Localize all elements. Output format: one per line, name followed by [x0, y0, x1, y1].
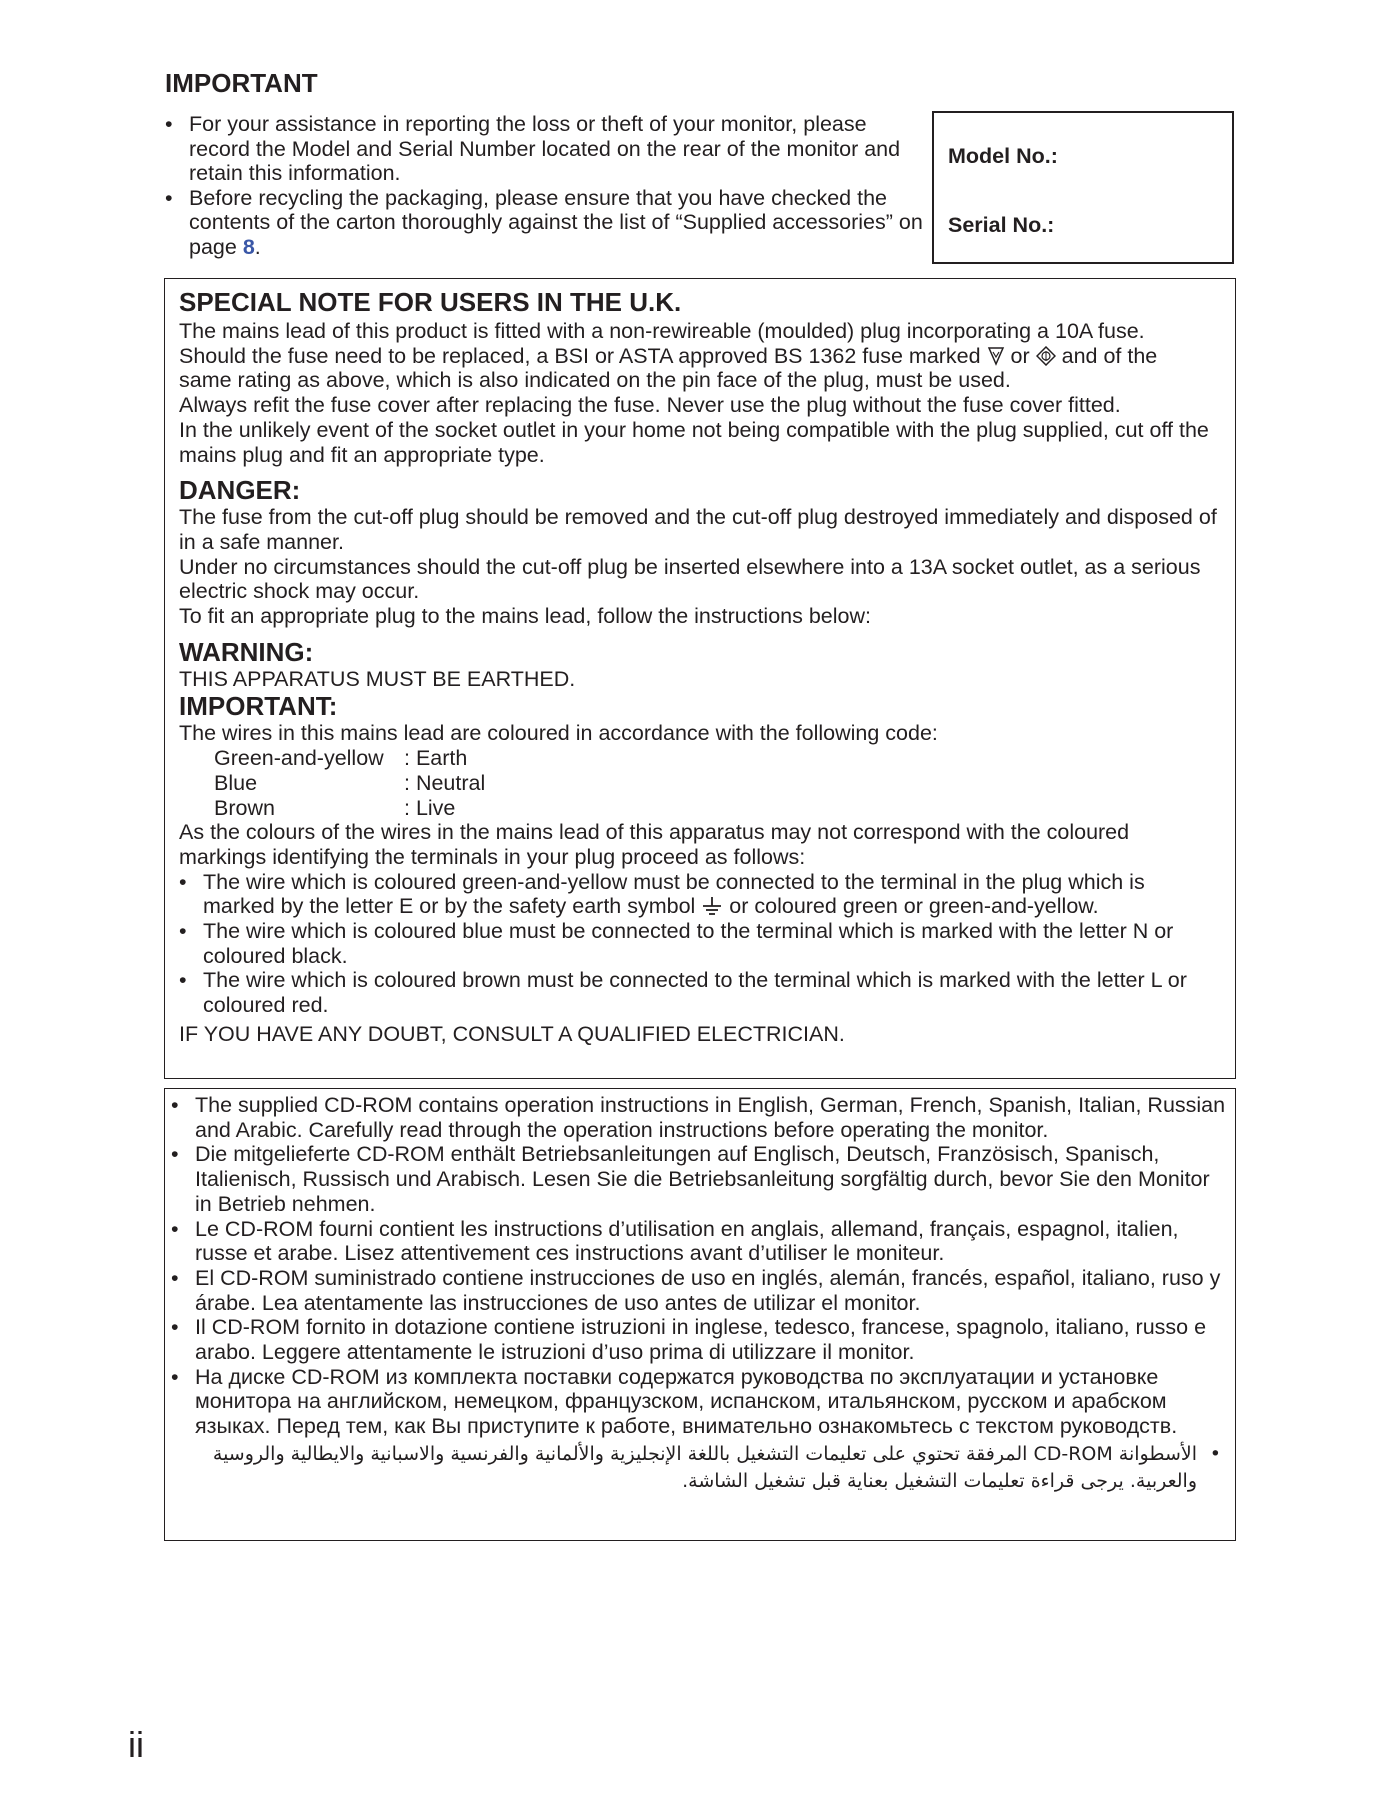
cdrom-note-box	[164, 1088, 1236, 1541]
wire-colour: Brown	[214, 795, 275, 820]
wire-bullet-earth	[179, 870, 1219, 919]
warning-title: WARNING:	[179, 636, 314, 667]
page-link[interactable]: 8	[242, 234, 255, 259]
page-number: ii	[128, 1724, 144, 1765]
bsi-kitemark-icon	[987, 346, 1005, 366]
wire-code-row	[214, 746, 1219, 771]
cdrom-item-italian: • Il CD-ROM fornito in dotazione contiene istruzioni in inglese, tedesco, francese, spagnolo, italiano, russo e arabo. Leggere attentamente le istruzioni d’uso prima di utilizzare il monitor.	[171, 1315, 1231, 1364]
cdrom-item-french: • Le CD-ROM fourni contient les instructions d’utilisation en anglais, allemand, français, espagnol, italien, russe et arabe. Lisez attentivement ces instructions avant d’utiliser le moniteur.	[171, 1217, 1231, 1266]
wire-colour: Blue	[214, 770, 258, 795]
important-p1: The wires in this mains lead are coloured in accordance with the following code:	[179, 721, 938, 746]
intro-bullet-recycling-text: Before recycling the packaging, please ensure that you have checked the contents of the carton thoroughly against the list of “Supplied accessories” on page	[189, 185, 923, 259]
wire-code-table	[214, 746, 1219, 820]
danger-p1: The fuse from the cut-off plug should be removed and the cut-off plug destroyed immediately and disposed of in a safe manner.	[179, 505, 1217, 554]
cdrom-item-arabic: • الأسطوانة CD-ROM المرفقة تحتوي على تعليمات التشغيل باللغة الإنجليزية والألمانية والفرنسية والاسبانية والايطالية والروسية والعربية. يرجى قراءة تعليمات التشغيل بعناية قبل تشغيل الشاشة.	[171, 1441, 1221, 1495]
uk-note-p2-text: Should the fuse need to be replaced, a BSI or ASTA approved BS 1362 fuse marked	[179, 343, 987, 368]
uk-note-p2	[179, 344, 1219, 369]
uk-note-p3: Always refit the fuse cover after replacing the fuse. Never use the plug without the fuse cover fitted.	[179, 393, 1121, 418]
record-box	[932, 111, 1234, 264]
cdrom-item-english: • The supplied CD-ROM contains operation instructions in English, German, French, Spanish, Italian, Russian and Arabic. Carefully read through the operation instructions before operating the monitor.	[171, 1093, 1231, 1142]
uk-note-p1: The mains lead of this product is fitted with a non-rewireable (moulded) plug incorporating a 10A fuse.	[179, 319, 1145, 343]
danger-title: DANGER:	[179, 475, 301, 506]
uk-note-p2-cont: same rating as above, which is also indicated on the pin face of the plug, must be used.	[179, 368, 1011, 393]
intro-bullet-recycling-end: .	[254, 234, 261, 259]
cdrom-item-russian: • На диске CD-ROM из комплекта поставки содержатся руководства по эксплуатации и установке монитора на английском, немецком, французском, испанском, итальянском, русском и арабском языках. Перед тем, как Вы приступите к работе, внимательно ознакомьтесь с текстом руководств.	[171, 1365, 1231, 1439]
wire-bullet-earth-text: The wire which is coloured green-and-yellow must be connected to the terminal in the plug which is marked by the letter E or by the safety earth symbol	[203, 869, 1145, 919]
wire-meaning: : Neutral	[404, 770, 486, 795]
wire-bullet-brown: • The wire which is coloured brown must be connected to the terminal which is marked with the letter L or coloured red.	[179, 968, 1219, 1017]
cdrom-item-spanish: • El CD-ROM suministrado contiene instrucciones de uso en inglés, alemán, francés, español, italiano, ruso y árabe. Lea atentamente las instrucciones de uso antes de utilizar el monitor.	[171, 1266, 1231, 1315]
cdrom-item-german: • Die mitgelieferte CD-ROM enthält Betriebsanleitungen auf Englisch, Deutsch, Französisch, Spanisch, Italienisch, Russisch und Arabisch. Lesen Sie die Betriebsanleitung sorgfältig durch, bevor Sie den Monitor in Betrieb nehmen.	[171, 1142, 1231, 1216]
uk-note-title: SPECIAL NOTE FOR USERS IN THE U.K.	[179, 287, 682, 317]
warning-p1: THIS APPARATUS MUST BE EARTHED.	[179, 666, 576, 691]
consult-electrician: IF YOU HAVE ANY DOUBT, CONSULT A QUALIFIED ELECTRICIAN.	[179, 1021, 845, 1046]
model-number-label: Model No.:	[948, 144, 1058, 168]
asta-mark-icon	[1036, 346, 1056, 366]
uk-note-p4: In the unlikely event of the socket outlet in your home not being compatible with the plug supplied, cut off the mains plug and fit an appropriate type.	[179, 417, 1209, 467]
uk-note-p2-or: or	[1004, 343, 1036, 368]
wire-code-row	[214, 796, 1219, 821]
earth-symbol-icon	[701, 896, 723, 916]
wire-meaning: : Earth	[404, 746, 468, 771]
danger-p3: To fit an appropriate plug to the mains lead, follow the instructions below:	[179, 604, 871, 629]
important-title: IMPORTANT:	[179, 691, 338, 722]
uk-note-box	[164, 278, 1236, 1079]
danger-p2: Under no circumstances should the cut-off plug be inserted elsewhere into a 13A socket outlet, as a serious electric shock may occur.	[179, 554, 1201, 604]
important-p2: As the colours of the wires in the mains lead of this apparatus may not correspond with the coloured markings identifying the terminals in your plug proceed as follows:	[179, 820, 1130, 869]
intro-bullet-record: • For your assistance in reporting the loss or theft of your monitor, please record the Model and Serial Number located on the rear of the monitor and retain this information.	[165, 112, 925, 186]
wire-meaning: : Live	[404, 795, 456, 820]
wire-code-row	[214, 771, 1219, 796]
intro-bullet-recycling	[165, 186, 925, 260]
wire-colour: Green-and-yellow	[214, 746, 384, 771]
uk-note-p2-end: and of the	[1055, 343, 1158, 368]
wire-bullet-earth-end: or coloured green or green-and-yellow.	[723, 894, 1099, 919]
intro-list	[165, 112, 925, 259]
page-heading: IMPORTANT	[165, 68, 318, 98]
serial-number-label: Serial No.:	[948, 213, 1055, 237]
wire-bullet-blue: • The wire which is coloured blue must be connected to the terminal which is marked with the letter N or coloured black.	[179, 919, 1219, 968]
